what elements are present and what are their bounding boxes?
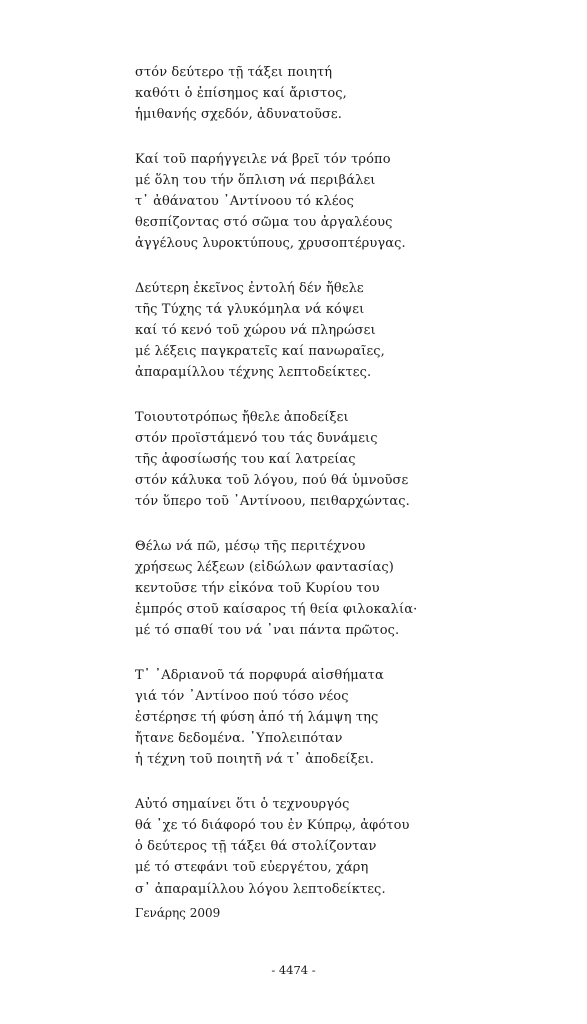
- poem-line: τῆς Τύχης τά γλυκόμηλα νά κόψει: [135, 301, 365, 317]
- poem-line: Αὐτό σημαίνει ὅτι ὁ τεχνουργός: [135, 796, 350, 812]
- poem-line: καί τό κενό τοῦ χώρου νά πληρώσει: [135, 323, 376, 339]
- poem-line: τῆς ἀφοσίωσής του καί λατρείας: [135, 452, 356, 468]
- poem-line: ἤτανε δεδομένα. ῾Υπολειπόταν: [135, 731, 343, 747]
- poem-line: μέ τό σπαθί του νά ᾿ναι πάντα πρῶτος.: [135, 623, 400, 639]
- poem-line: τ᾿ ἀθάνατου ᾿Αντίνοου τό κλέος: [135, 194, 354, 210]
- poem-line: Τ᾿ ᾿Αδριανοῦ τά πορφυρά αἰσθήματα: [135, 667, 384, 683]
- poem-line: ὁ δεύτερος τῇ τάξει θά στολίζονταν: [135, 839, 377, 855]
- poem-line: στόν δεύτερο τῇ τάξει ποιητή: [135, 65, 333, 80]
- poem-line: μέ λέξεις παγκρατεῖς καί πανωραῖες,: [135, 344, 385, 360]
- poem-line: μέ ὅλη του τήν ὅπλιση νά περιβάλει: [135, 172, 376, 188]
- poem-line: ἀπαραμίλλου τέχνης λεπτοδείκτες.: [135, 365, 372, 381]
- poem-line: στόν κάλυκα τοῦ λόγου, πού θά ὑμνοῦσε: [135, 473, 409, 489]
- poem-line: τόν ὕπερο τοῦ ᾿Αντίνοου, πειθαρχώντας.: [135, 494, 410, 510]
- poem-date: Γενάρης 2009: [135, 906, 221, 920]
- stanza: [135, 536, 565, 642]
- poem-line: ἡ τέχνη τοῦ ποιητῆ νά τ᾿ ἀποδείξει.: [135, 752, 375, 768]
- poem-line: ἐστέρησε τή φύση ἀπό τή λάμψη της: [135, 710, 379, 726]
- stanza: [135, 149, 565, 255]
- poem-line: ἡμιθανής σχεδόν, ἀδυνατοῦσε.: [135, 107, 343, 123]
- poem-line: θά ᾿χε τό διάφορό του ἐν Κύπρῳ, ἀφότου: [135, 817, 410, 833]
- poem-line: κεντοῦσε τήν εἰκόνα τοῦ Κυρίου του: [135, 581, 380, 597]
- poem-line: μέ τό στεφάνι τοῦ εὐεργέτου, χάρη: [135, 860, 369, 876]
- stanza: [135, 665, 565, 771]
- stanza: [135, 62, 565, 126]
- poem-line: στόν προϊστάμενό του τάς δυνάμεις: [135, 430, 378, 446]
- poem-line: ἀγγέλους λυροκτύπους, χρυσοπτέρυγας.: [135, 236, 406, 252]
- poem-line: θεσπίζοντας στό σῶμα του ἀργαλέους: [135, 215, 393, 231]
- stanza: [135, 794, 565, 900]
- stanza: [135, 407, 565, 513]
- poem-line: χρήσεως λέξεων (εἰδώλων φαντασίας): [135, 559, 394, 575]
- poem-line: σ᾿ ἀπαραμίλλου λόγου λεπτοδείκτες.: [135, 881, 386, 897]
- poem-line: Θέλω νά πῶ, μέσῳ τῆς περιτέχνου: [135, 538, 366, 554]
- poem-line: Δεύτερη ἐκεῖνος ἐντολή δέν ἤθελε: [135, 280, 364, 296]
- page-number: - 4474 -: [271, 963, 316, 977]
- stanza: [135, 278, 565, 384]
- poem-line: Τοιουτοτρόπως ἤθελε ἀποδείξει: [135, 409, 349, 425]
- poem-line: καθότι ὁ ἐπίσημος καί ἄριστος,: [135, 86, 347, 102]
- poem-line: ἐμπρός στοῦ καίσαρος τή θεία φιλοκαλία·: [135, 602, 418, 618]
- poem-line: Καί τοῦ παρήγγειλε νά βρεῖ τόν τρόπο: [135, 151, 391, 167]
- poem-line: γιά τόν ᾿Αντίνοο πού τόσο νέος: [135, 688, 349, 704]
- poem-text: [135, 62, 565, 923]
